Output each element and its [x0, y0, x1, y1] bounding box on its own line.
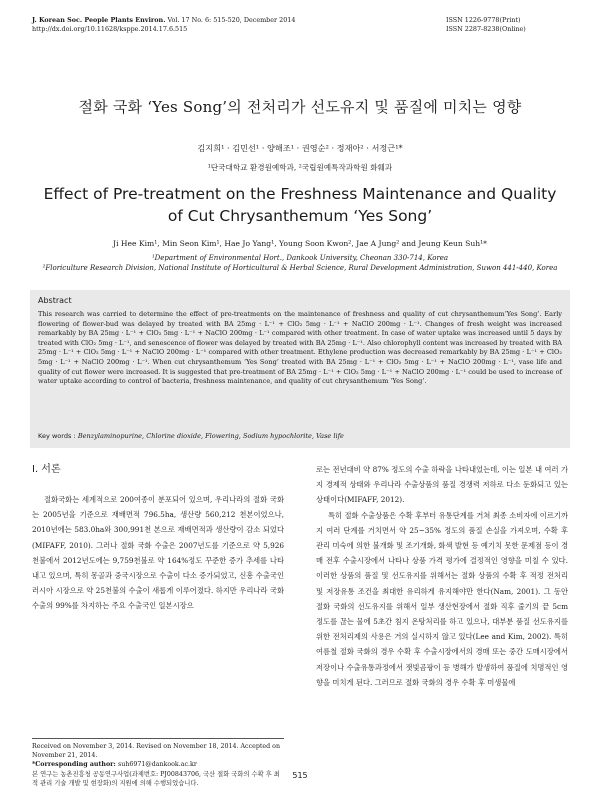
- funding-note: 본 연구는 농촌진흥청 공동연구사업(과제번호: PJ00843706, 국산 절화 국화의 수확 후 최적 관리 기술 개발 및 현장화)의 지원에 의해 수행되었습니다.: [32, 770, 280, 787]
- abstract-heading: Abstract: [38, 296, 72, 305]
- left-column: [32, 462, 284, 614]
- journal-issue: Vol. 17 No. 6: 515-520, December 2014: [165, 16, 296, 24]
- section-title-introduction: Ⅰ. 서론: [32, 464, 61, 475]
- keywords: [38, 432, 562, 441]
- affiliation-2: ²Floriculture Research Division, National Institute of Horticultural & Herbal Science, Rural Development Administration, Suwon 441-440, Korea: [42, 264, 558, 272]
- title-english-line1: Effect of Pre-treatment on the Freshness Maintenance and Quality: [43, 185, 557, 203]
- keywords-label: Key words :: [38, 432, 78, 440]
- keywords-list: Benzylaminopurine, Chlorine dioxide, Flowering, Sodium hypochlorite, Vase life: [77, 432, 344, 440]
- abstract-text: This research was carried to determine the effect of pre-treatments on the maintenance of freshness and quality of cut chrysanthemum‘Yes Song’. Early flowering of flower-bud was delayed by treated with BA 25mg · L⁻¹ + ClO₂ 5mg · L⁻¹ + NaClO 200mg · L⁻¹. Changes of fresh weight was increased remarkably by BA 25mg · L⁻¹ + ClO₂ 5mg · L⁻¹ + NaClO 200mg · L⁻¹ compared with other treatment. In case of water uptake was increased until 5 days by treated with ClO₂ 5mg · L⁻¹, and senescence of flower was delayed by treated with BA 25mg · L⁻¹. Also chlorophyll content was increased by treated with BA 25mg · L⁻¹ + ClO₂ 5mg · L⁻¹ + NaClO 200mg · L⁻¹ compared with other treatment. Ethylene production was decreased remarkably by BA 25mg · L⁻¹ + ClO₂ 5mg · L⁻¹ + NaClO 200mg · L⁻¹. When cut chrysanthemum ‘Yes Song’ treated with BA 25mg · L⁻¹ + ClO₂ 5mg · L⁻¹ + NaClO 200mg · L⁻¹, vase life and quality of cut flower were increased. It is suggested that pre-treatment of BA 25mg · L⁻¹ + ClO₂ 5mg · L⁻¹ + NaClO 200mg · L⁻¹ could be used to increase of water uptake according to control of bacteria, freshness maintenance, and quality of cut chrysanthemum ‘Yes Song’.: [38, 310, 562, 386]
- doi-link[interactable]: http://dx.doi.org/10.11628/ksppe.2014.17.6.515: [32, 25, 188, 33]
- intro-paragraph-1: 절화국화는 세계적으로 200여종이 분포되어 있으며, 우리나라의 절화 국화는 2005년을 기준으로 재배면적 796.5ha, 생산량 560,212 천본이었으나, 2010년에는 583.0ha와 300,991천 본으로 재배면적과 생산량이 감소 되었다(MIFAFF, 2010). 그러나 절화 국화 수출은 2007년도를 기준으로 약 5,926천불에서 2012년도에는 9,759천불로 약 164%정도 꾸준한 증가 추세를 나타내고 있으며, 특히 몽골과 중국시장으로 수출이 다소 증가되었고, 신흥 수출국인 러시아 시장으로 약 25천불의 수출이 새롭게 이루어졌다. 하지만 우리나라 국화 수출의 99%를 차지하는 주요 수출국인 일본시장으: [32, 495, 284, 611]
- authors-korean: 김지희¹ · 김민선¹ · 양해조¹ · 권영순² · 정재아² · 서정근¹*: [197, 143, 403, 153]
- authors-english: Ji Hee Kim¹, Min Seon Kim¹, Hae Jo Yang¹, Young Soon Kwon², Jae A Jung² and Jeung Keun Suh¹*: [113, 239, 487, 248]
- journal-header: [32, 16, 295, 34]
- intro-paragraph-2: 특히 절화 수출상품은 수확 후부터 유통단계를 거쳐 최종 소비자에 이르기까지 여러 단계를 거치면서 약 25~35% 정도의 품질 손실을 가져오며, 수확 후 관리 미숙에 의한 불개화 및 조기개화, 화색 발현 등 예기치 못한 문제점 등이 경매 전후 수출시장에서 나타나 상품 가격 평가에 결정적인 영향을 미칠 수 있다. 이러한 상품의 품질 및 선도유지를 위해서는 절화 상품의 수확 후 적정 전처리 및 저장유통 조건을 최대한 유리하게 유지해야만 한다(Nam, 2001). 그 동안 절화 국화의 선도유지를 위해서 일부 생산현장에서 절화 직후 줄기의 끝 5cm 정도를 끊는 물에 5초간 침지 온탕처리를 하고 있으나, 대부분 품질 선도유지를 위한 전처리제의 사용은 거의 실시하지 않고 있다(Lee and Kim, 2002). 특히 여름철 절화 국화의 경우 수확 후 수출시장에서의 경매 또는 중간 도매시장에서 저장이나 수출유통과정에서 잿빛곰팡이 등 병해가 발생하여 품질에 치명적인 영향을 미치게 된다. 그러므로 절화 국화의 경우 수확 후 미생물에: [316, 510, 568, 687]
- corresponding-label: *Corresponding author:: [32, 761, 119, 769]
- page-number: 515: [292, 771, 308, 780]
- corresponding-author: [32, 760, 284, 769]
- journal-name: J. Korean Soc. People Plants Environ.: [32, 16, 166, 24]
- footnote-divider: [32, 738, 284, 739]
- intro-paragraph-1-cont: 로는 전년대비 약 87% 정도의 수출 하락을 나타내었는데, 이는 일본 내 여러 가지 경제적 상태와 우리나라 수출상품의 품질 경쟁력 저하로 다소 둔화되고 있는 상태이다(MIFAFF, 2012).: [316, 465, 568, 505]
- right-column: [316, 462, 568, 690]
- received-dates: Received on November 3, 2014. Revised on November 18, 2014. Accepted on November 21, 2014.: [32, 743, 281, 760]
- title-korean: 절화 국화 ‘Yes Song’의 전처리가 선도유지 및 품질에 미치는 영향: [78, 98, 522, 116]
- footnote: [32, 742, 284, 788]
- issn-print: ISSN 1226-9778(Print): [446, 16, 521, 24]
- affiliations-korean: ¹단국대학교 환경원예학과, ²국립원예특작과학원 화훼과: [207, 163, 393, 172]
- abstract-box: [30, 290, 570, 448]
- issn-block: [446, 16, 526, 34]
- title-english: [0, 183, 600, 227]
- corresponding-email[interactable]: suh6971@dankook.ac.kr: [118, 761, 197, 769]
- title-english-line2: of Cut Chrysanthemum ‘Yes Song’: [167, 207, 433, 225]
- issn-online: ISSN 2287-8238(Online): [446, 25, 526, 33]
- affiliations-english: [20, 253, 580, 273]
- affiliation-1: ¹Department of Environmental Hort., Dankook University, Cheonan 330-714, Korea: [151, 254, 449, 262]
